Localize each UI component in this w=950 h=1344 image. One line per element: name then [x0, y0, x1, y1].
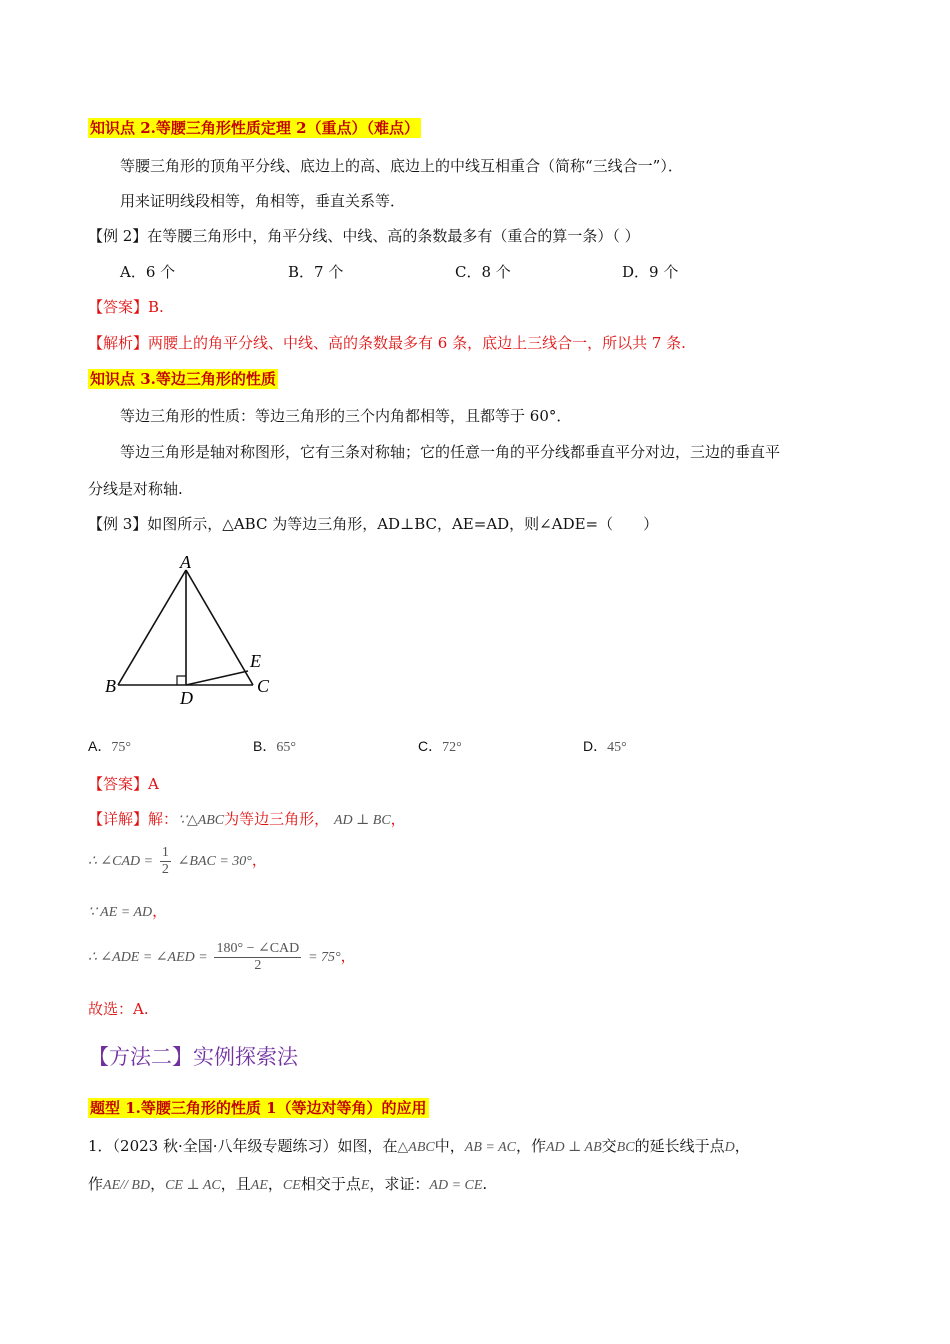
label-d: D: [180, 688, 193, 708]
ex2-option-c: C．8 个: [455, 263, 511, 281]
type1-question-line2: 作AE// BD，CE ⊥ AC，且AE，CE相交于点E，求证：AD = CE.: [88, 1175, 488, 1193]
kp2-line1: 等腰三角形的顶角平分线、底边上的高、底边上的中线互相重合（简称“三线合一”）．: [120, 157, 683, 175]
label-a: A: [180, 552, 191, 572]
ex3-detail-step3: ∵ AE = AD，: [88, 902, 168, 920]
kp3-line3: 分线是对称轴.: [88, 480, 183, 498]
segment-ac: [186, 570, 253, 685]
ex3-option-a: A．75°: [88, 738, 131, 755]
ex3-option-b: B．65°: [253, 738, 296, 755]
segment-ab: [118, 570, 186, 685]
type1-question-line1: 1．（2023 秋·全国·八年级专题练习）如图，在△ABC中，AB = AC，作AD ⊥ AB交BC的延长线于点D，: [88, 1137, 750, 1155]
ex2-option-d: D．9 个: [622, 263, 679, 281]
ex3-detail-step4: ∴ ∠ADE = ∠AED = $\frac{\text{180° − ∠CAD}}{2}$ = 75°，: [88, 940, 356, 973]
segment-de: [186, 671, 248, 685]
kp2-line2: 用来证明线段相等，角相等，垂直关系等．: [120, 192, 406, 210]
ex3-answer: 【答案】A: [88, 775, 159, 793]
ex3-option-d: D．45°: [583, 738, 627, 755]
kp3-line2: 等边三角形是轴对称图形，它有三条对称轴；它的任意一角的平分线都垂直平分对边，三边的垂直平: [120, 443, 781, 461]
fraction-cad: $\frac{\text{180° − ∠CAD}}{2}$: [216, 940, 300, 973]
ex3-option-c: C．72°: [418, 738, 462, 755]
ex2-answer: 【答案】B.: [88, 298, 164, 316]
ex3-detail-step1: 【详解】解：∵△ABC为等边三角形， AD ⊥ BC，: [88, 810, 406, 828]
ex3-conclusion: 故选：A.: [88, 1000, 149, 1018]
fraction-half: $\frac{1}{2}$: [161, 844, 169, 877]
right-angle-mark: [177, 676, 186, 685]
ex2-analysis: 【解析】两腰上的角平分线、中线、高的条数最多有 6 条，底边上三线合一，所以共 7 条.: [88, 334, 686, 352]
ex2-option-a: A．6 个: [120, 263, 176, 281]
label-e: E: [250, 651, 261, 671]
triangle-figure: [100, 550, 280, 710]
label-c: C: [257, 676, 270, 696]
ex2-option-b: B．7 个: [288, 263, 344, 281]
method2-title: 【方法二】实例探索法: [88, 1045, 298, 1069]
kp3-heading: 知识点 3.等边三角形的性质: [90, 370, 276, 388]
kp3-line1: 等边三角形的性质：等边三角形的三个内角都相等，且都等于 60°．: [120, 407, 572, 425]
ex3-question: 【例 3】如图所示，△ABC 为等边三角形，AD⊥BC，AE=AD，则∠ADE=（ ）: [88, 515, 659, 533]
ex3-detail-step2: ∴ ∠CAD = $\frac{1}{2}$ ∠BAC = 30°，: [88, 844, 267, 877]
label-b: B: [105, 676, 116, 696]
kp2-heading: 知识点 2.等腰三角形性质定理 2（重点）（难点）: [90, 119, 420, 137]
ex2-question: 【例 2】在等腰三角形中，角平分线、中线、高的条数最多有（重合的算一条）（ ）: [88, 227, 640, 245]
type1-heading: 题型 1.等腰三角形的性质 1（等边对等角）的应用: [90, 1099, 427, 1117]
